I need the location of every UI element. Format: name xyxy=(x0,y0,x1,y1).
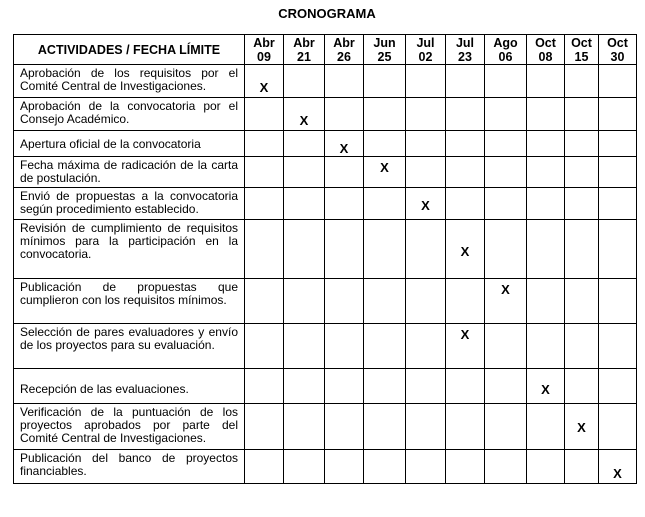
schedule-table xyxy=(13,34,637,484)
date-header xyxy=(284,35,325,65)
schedule-cell xyxy=(599,324,637,369)
schedule-cell xyxy=(325,279,364,324)
schedule-cell xyxy=(565,188,599,220)
schedule-cell xyxy=(284,98,325,131)
schedule-cell xyxy=(284,279,325,324)
schedule-cell xyxy=(565,404,599,450)
table-row xyxy=(14,65,637,98)
schedule-cell xyxy=(565,157,599,188)
schedule-cell xyxy=(284,157,325,188)
schedule-cell xyxy=(446,450,485,484)
schedule-cell xyxy=(485,188,527,220)
table-row xyxy=(14,404,637,450)
date-day: 09 xyxy=(257,50,271,64)
schedule-cell xyxy=(527,98,565,131)
deadline-mark: X xyxy=(460,327,470,342)
schedule-cell xyxy=(284,220,325,279)
schedule-cell xyxy=(325,188,364,220)
date-header xyxy=(485,35,527,65)
schedule-cell xyxy=(325,65,364,98)
schedule-cell xyxy=(599,157,637,188)
schedule-cell xyxy=(406,404,446,450)
schedule-cell xyxy=(599,65,637,98)
schedule-cell xyxy=(284,65,325,98)
schedule-cell xyxy=(485,220,527,279)
schedule-cell xyxy=(284,131,325,157)
schedule-cell xyxy=(245,220,284,279)
schedule-cell xyxy=(364,65,406,98)
date-month: Ago xyxy=(493,36,518,50)
schedule-cell xyxy=(245,404,284,450)
deadline-mark: X xyxy=(501,282,510,297)
schedule-cell xyxy=(527,324,565,369)
schedule-cell xyxy=(325,404,364,450)
schedule-cell xyxy=(245,98,284,131)
deadline-mark: X xyxy=(460,244,470,259)
date-day: 25 xyxy=(377,50,392,64)
activity-cell: Recepción de las evaluaciones. xyxy=(14,369,245,404)
schedule-cell xyxy=(325,369,364,404)
schedule-cell xyxy=(565,220,599,279)
schedule-cell xyxy=(527,188,565,220)
schedule-cell xyxy=(284,324,325,369)
date-month: Abr xyxy=(333,36,355,50)
date-header xyxy=(406,35,446,65)
schedule-cell xyxy=(565,279,599,324)
schedule-cell xyxy=(599,450,637,484)
date-month: Jul xyxy=(455,36,475,50)
schedule-cell xyxy=(446,369,485,404)
schedule-cell xyxy=(527,404,565,450)
schedule-cell xyxy=(485,65,527,98)
schedule-cell xyxy=(485,324,527,369)
date-header xyxy=(364,35,406,65)
date-header xyxy=(446,35,485,65)
deadline-mark: X xyxy=(613,466,622,481)
activity-cell: Fecha máxima de radicación de la carta de postulación. xyxy=(14,157,245,188)
schedule-cell xyxy=(446,404,485,450)
table-row xyxy=(14,324,637,369)
date-day: 26 xyxy=(337,50,351,64)
activity-cell: Verificación de la puntuación de los proyectos aprobados por parte del Comité Central de Investigaciones. xyxy=(14,404,245,450)
schedule-cell xyxy=(245,188,284,220)
schedule-cell xyxy=(245,324,284,369)
date-day: 02 xyxy=(418,50,433,64)
date-day: 15 xyxy=(574,50,589,64)
schedule-cell xyxy=(406,131,446,157)
table-row xyxy=(14,188,637,220)
schedule-cell xyxy=(599,131,637,157)
schedule-cell xyxy=(284,188,325,220)
date-month: Jul xyxy=(416,36,435,50)
schedule-cell xyxy=(364,279,406,324)
activity-cell: Publicación del banco de proyectos financiables. xyxy=(14,450,245,484)
deadline-mark: X xyxy=(541,382,550,397)
date-month: Abr xyxy=(293,36,315,50)
schedule-cell xyxy=(325,98,364,131)
date-header xyxy=(527,35,565,65)
schedule-cell xyxy=(325,220,364,279)
schedule-cell xyxy=(446,188,485,220)
schedule-cell xyxy=(406,369,446,404)
schedule-cell xyxy=(446,324,485,369)
date-header xyxy=(245,35,284,65)
schedule-cell xyxy=(565,65,599,98)
schedule-cell xyxy=(565,131,599,157)
date-header xyxy=(325,35,364,65)
deadline-mark: X xyxy=(299,113,309,128)
schedule-cell xyxy=(245,369,284,404)
schedule-cell xyxy=(527,65,565,98)
table-row xyxy=(14,279,637,324)
table-header-row xyxy=(14,35,637,65)
date-day: 30 xyxy=(610,50,625,64)
table-row xyxy=(14,157,637,188)
schedule-cell xyxy=(485,450,527,484)
schedule-cell xyxy=(527,450,565,484)
schedule-cell xyxy=(364,324,406,369)
date-day: 06 xyxy=(498,50,513,64)
table-row xyxy=(14,369,637,404)
schedule-cell xyxy=(325,450,364,484)
schedule-cell xyxy=(364,131,406,157)
activity-cell: Selección de pares evaluadores y envío de los proyectos para su evaluación. xyxy=(14,324,245,369)
date-day: 23 xyxy=(458,50,472,64)
schedule-cell xyxy=(325,324,364,369)
schedule-cell xyxy=(599,98,637,131)
activity-cell: Aprobación de la convocatoria por el Consejo Académico. xyxy=(14,98,245,131)
activity-cell: Apertura oficial de la convocatoria xyxy=(14,131,245,157)
date-month: Abr xyxy=(253,36,275,50)
schedule-cell xyxy=(565,324,599,369)
schedule-cell xyxy=(245,157,284,188)
schedule-cell xyxy=(599,369,637,404)
activity-cell: Envió de propuestas a la convocatoria según procedimiento establecido. xyxy=(14,188,245,220)
schedule-cell xyxy=(245,131,284,157)
schedule-cell xyxy=(406,188,446,220)
schedule-cell xyxy=(599,404,637,450)
schedule-cell xyxy=(485,279,527,324)
schedule-cell xyxy=(325,157,364,188)
schedule-cell xyxy=(364,450,406,484)
date-month: Jun xyxy=(373,36,396,50)
schedule-cell xyxy=(406,65,446,98)
schedule-cell xyxy=(527,131,565,157)
table-row xyxy=(14,98,637,131)
schedule-cell xyxy=(527,220,565,279)
schedule-cell xyxy=(485,369,527,404)
deadline-mark: X xyxy=(421,198,430,213)
schedule-cell xyxy=(446,65,485,98)
date-month: Oct xyxy=(535,36,556,50)
schedule-cell xyxy=(485,131,527,157)
activities-header: ACTIVIDADES / FECHA LÍMITE xyxy=(14,35,245,65)
schedule-cell xyxy=(245,279,284,324)
date-day: 08 xyxy=(538,50,553,64)
schedule-cell xyxy=(364,98,406,131)
schedule-cell xyxy=(406,279,446,324)
date-header xyxy=(565,35,599,65)
schedule-cell xyxy=(565,98,599,131)
deadline-mark: X xyxy=(259,80,269,95)
schedule-cell xyxy=(364,157,406,188)
schedule-cell xyxy=(284,404,325,450)
table-row xyxy=(14,131,637,157)
schedule-cell xyxy=(527,157,565,188)
schedule-cell xyxy=(599,279,637,324)
activity-cell: Publicación de propuestas que cumplieron con los requisitos mínimos. xyxy=(14,279,245,324)
schedule-cell xyxy=(364,220,406,279)
deadline-mark: X xyxy=(339,141,349,156)
schedule-cell xyxy=(364,188,406,220)
date-header xyxy=(599,35,637,65)
page-title: CRONOGRAMA xyxy=(278,6,376,21)
schedule-cell xyxy=(446,157,485,188)
schedule-cell xyxy=(599,188,637,220)
schedule-cell xyxy=(446,98,485,131)
date-month: Oct xyxy=(607,36,628,50)
schedule-cell xyxy=(446,220,485,279)
schedule-cell xyxy=(565,450,599,484)
schedule-cell xyxy=(527,369,565,404)
schedule-cell xyxy=(245,65,284,98)
activity-cell: Aprobación de los requisitos por el Comité Central de Investigaciones. xyxy=(14,65,245,98)
schedule-cell xyxy=(284,369,325,404)
deadline-mark: X xyxy=(380,160,389,175)
schedule-cell xyxy=(245,450,284,484)
schedule-cell xyxy=(446,279,485,324)
schedule-cell xyxy=(599,220,637,279)
schedule-cell xyxy=(364,369,406,404)
schedule-cell xyxy=(446,131,485,157)
schedule-cell xyxy=(485,98,527,131)
schedule-cell xyxy=(406,450,446,484)
schedule-cell xyxy=(364,404,406,450)
schedule-cell xyxy=(406,220,446,279)
activity-cell: Revisión de cumplimiento de requisitos mínimos para la participación en la convocatoria. xyxy=(14,220,245,279)
schedule-cell xyxy=(406,324,446,369)
date-month: Oct xyxy=(571,36,592,50)
schedule-cell xyxy=(325,131,364,157)
date-day: 21 xyxy=(297,50,311,64)
schedule-cell xyxy=(485,157,527,188)
schedule-cell xyxy=(485,404,527,450)
schedule-cell xyxy=(406,98,446,131)
deadline-mark: X xyxy=(577,420,586,435)
table-row xyxy=(14,450,637,484)
table-row xyxy=(14,220,637,279)
schedule-cell xyxy=(284,450,325,484)
schedule-cell xyxy=(565,369,599,404)
schedule-cell xyxy=(527,279,565,324)
schedule-cell xyxy=(406,157,446,188)
